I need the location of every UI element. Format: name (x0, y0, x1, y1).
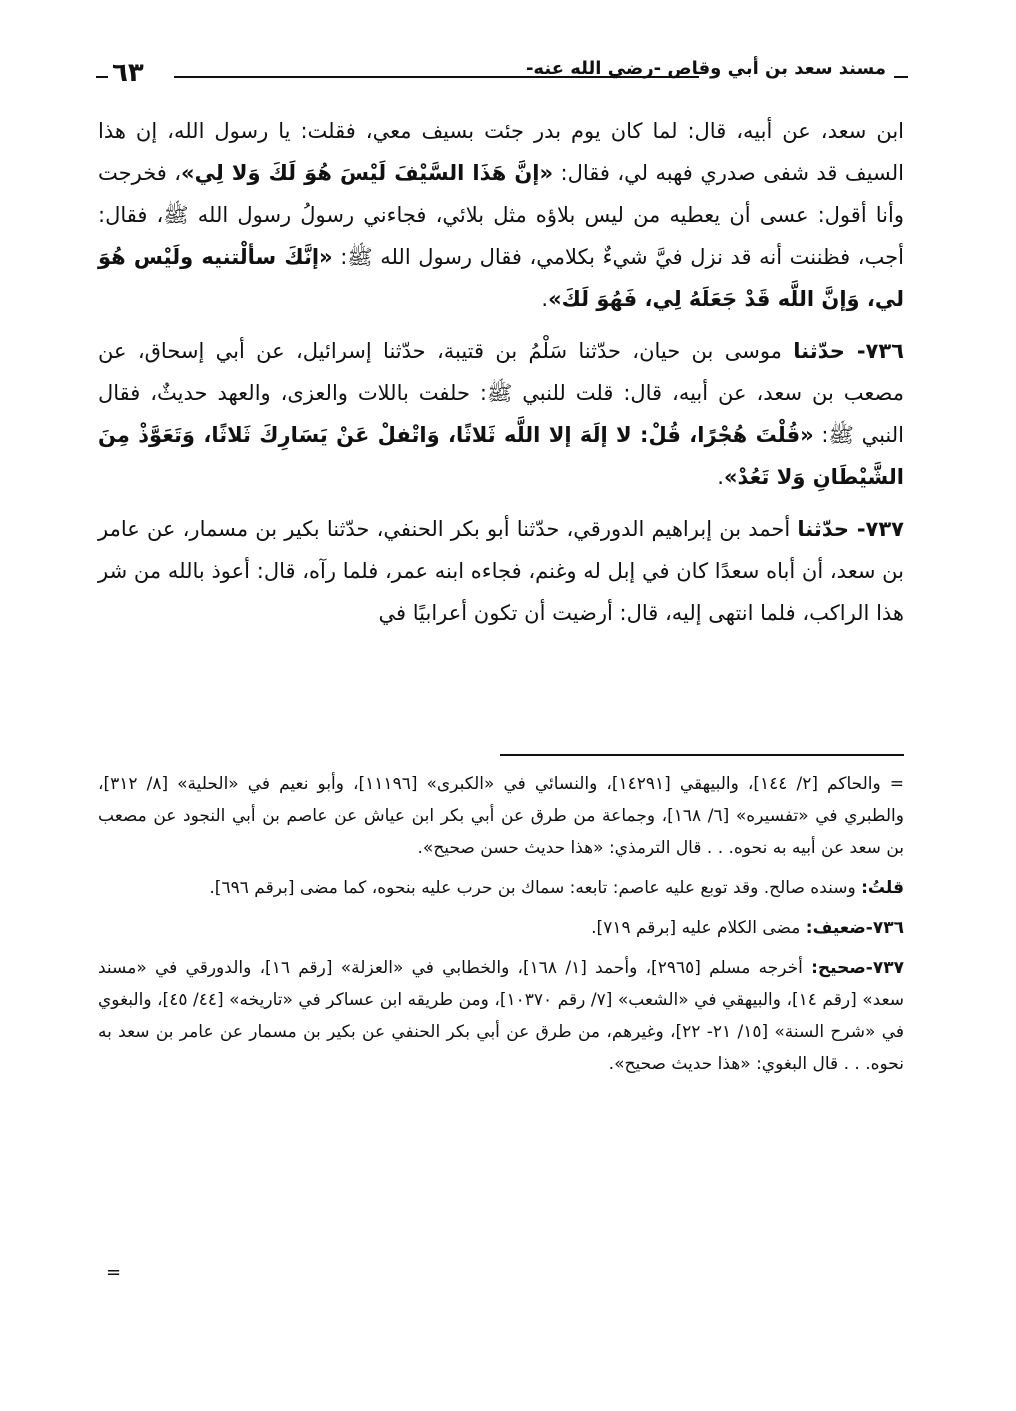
text-span: موسى بن حيان، حدّثنا سَلْمُ بن قتيبة، حدّثنا إسرائيل، عن أبي إسحاق، عن مصعب بن سعد، عن أبيه، قال: قلت للنبي ﷺ: حلفت باللات والعزى، والعهد حديثٌ، فقال النبي ﷺ: (98, 339, 904, 447)
footnote-737 (98, 952, 904, 1080)
text-span: ، فخرجت وأنا أقول: عسى أن يعطيه من ليس بلاؤه مثل بلائي، فجاءني رسولُ رسول الله ﷺ، فقال: أجب، فظننت أنه قد نزل فيَّ شيءٌ بكلامي، فقال رسول الله ﷺ: (98, 161, 904, 269)
hadith-quote: «إنَّ هَذَا السَّيْفَ لَيْسَ هُوَ لَكَ وَلا لِي» (181, 161, 554, 185)
footnote-text: وسنده صالح. وقد توبع عليه عاصم: تابعه: سماك بن حرب عليه بنحوه، كما مضى [برقم ٦٩٦]. (209, 878, 862, 898)
hadith-quote: «إنَّكَ سألْتنيه ولَيْس هُوَ لي، وَإنَّ اللَّه قَدْ جَعَلَهُ لِي، فَهُوَ لَكَ» (98, 245, 904, 311)
text-span: ابن سعد، عن أبيه، قال: لما كان يوم بدر جئت بسيف معي، فقلت: يا رسول الله، إن هذا السيف قد شفى صدري فهبه لي، فقال: (98, 119, 904, 185)
footnote-divider (500, 754, 904, 756)
paragraph-continuation (98, 110, 904, 320)
footnote-text: أخرجه مسلم [٢٩٦٥]، وأحمد [١/ ١٦٨]، والخطابي في «العزلة» [رقم ١٦]، والدورقي في «مسند سعد» [رقم ١٤]، والبيهقي في «الشعب» [٧/ رقم ١٠٣٧٠]، ومن طريقه ابن عساكر في «تاريخه» [٤٤/ ٤٥]، والبغوي في «شرح السنة» [١٥/ ٢١- ٢٢]، وغيرهم، من طرق عن أبي بكر الحنفي عن بكير بن مسمار عن عامر بن سعد به نحوه. . . قال البغوي: «هذا حديث صحيح». (98, 958, 905, 1074)
page-number: ٦٣ (112, 58, 144, 88)
footnote-continued: = والحاكم [٢/ ١٤٤]، والبيهقي [١٤٢٩١]، والنسائي في «الكبرى» [١١١٩٦]، وأبو نعيم في «الحلية» [٨/ ٣١٢]، والطبري في «تفسيره» [٦/ ١٦٨]، وجماعة من طرق عن أبي بكر ابن عياش عن عاصم بن أبي النجود عن مصعب بن سعد عن أبيه به نحوه. . . قال الترمذي: «هذا حديث حسن صحيح». (98, 774, 905, 858)
footnote-text: مضى الكلام عليه [برقم ٧١٩]. (591, 918, 806, 938)
footnote-lead: قلتُ: (861, 878, 904, 898)
hadith-736 (98, 330, 904, 498)
footnotes (98, 768, 904, 1080)
hadith-number: ٧٣٧- حدّثنا (797, 517, 904, 541)
main-text (98, 110, 904, 634)
hadith-number: ٧٣٦- حدّثنا (793, 339, 904, 363)
text-span: . (541, 287, 549, 311)
page-header (96, 54, 908, 98)
text-span: . (717, 465, 724, 489)
footnote-lead: ٧٣٦-ضعيف: (805, 918, 904, 938)
header-dash-right (894, 76, 908, 78)
hadith-quote: «قُلْتَ هُجْرًا، قُلْ: لا إلَهَ إلا اللَّه ثَلاثًا، وَاتْفلْ عَنْ يَسَارِكَ ثَلاثًا، وَتَعَوَّذْ مِنَ الشَّيْطَانِ وَلا تَعُدْ» (98, 423, 904, 489)
footnote-remark (98, 872, 904, 904)
footnote-lead: ٧٣٧-صحيح: (811, 958, 904, 978)
hadith-737 (98, 508, 904, 634)
running-title: مسند سعد بن أبي وقاص -رضي الله عنه- (525, 58, 886, 79)
header-dash-left (96, 76, 108, 78)
footnote-736 (98, 912, 904, 944)
continuation-mark: = (106, 1262, 122, 1283)
text-span: أحمد بن إبراهيم الدورقي، حدّثنا أبو بكر الحنفي، حدّثنا بكير بن مسمار، عن عامر بن سعد، أن أباه سعدًا كان في إبل له وغنم، فجاءه ابنه عمر، فلما رآه، قال: أعوذ بالله من شر هذا الراكب، فلما انتهى إليه، قال: أرضيت أن تكون أعرابيًا في (98, 517, 904, 625)
